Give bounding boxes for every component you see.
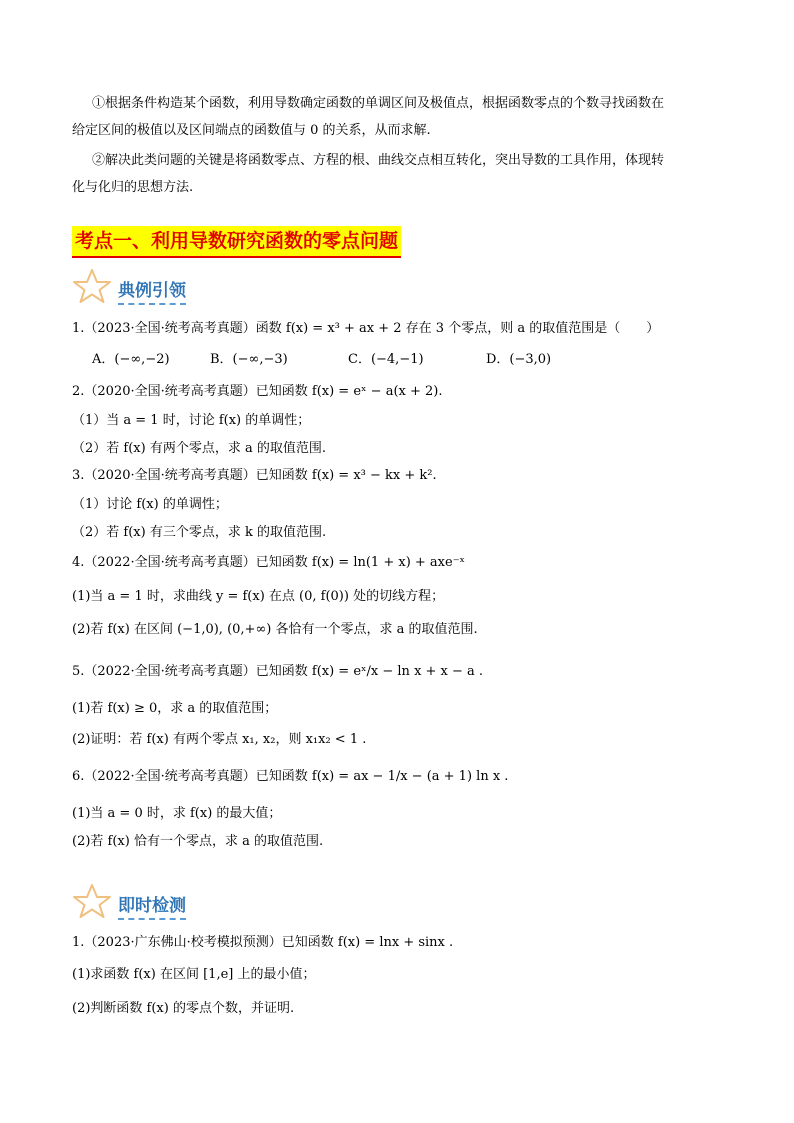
option-b: B．(−∞,−3): [210, 352, 288, 367]
option-a: A．(−∞,−2): [92, 352, 170, 367]
problem-5-part-2: (2)证明：若 f(x) 有两个零点 x₁, x₂，则 x₁x₂ < 1 .: [72, 732, 367, 747]
problem-3: 3.（2020·全国·统考高考真题）已知函数 f(x) = x³ − kx + k².: [72, 468, 437, 483]
problem-6-part-2: (2)若 f(x) 恰有一个零点，求 a 的取值范围.: [72, 834, 324, 849]
problem-4-part-1: (1)当 a = 1 时，求曲线 y = f(x) 在点 (0, f(0)) 处的切线方程；: [72, 589, 445, 604]
intro-p1-line2: 给定区间的极值以及区间端点的函数值与 0 的关系，从而求解.: [72, 123, 431, 138]
option-c: C．(−4,−1): [348, 352, 424, 367]
problem-5-part-1: (1)若 f(x) ≥ 0，求 a 的取值范围；: [72, 701, 278, 716]
examples-label: 典例引领: [118, 276, 186, 305]
problem-1: 1.（2023·全国·统考高考真题）函数 f(x) = x³ + ax + 2 存在 3 个零点，则 a 的取值范围是（ ）: [72, 321, 660, 336]
intro-p2-line1: ②解决此类问题的关键是将函数零点、方程的根、曲线交点相互转化，突出导数的工具作用，体现转: [92, 153, 665, 168]
problem-3-part-2: （2）若 f(x) 有三个零点，求 k 的取值范围.: [72, 525, 327, 540]
problem-2: 2.（2020·全国·统考高考真题）已知函数 f(x) = eˣ − a(x + 2).: [72, 384, 443, 399]
star-icon: [72, 883, 112, 919]
problem-4: 4.（2022·全国·统考高考真题）已知函数 f(x) = ln(1 + x) + axe⁻ˣ: [72, 555, 466, 570]
practice-1-part-2: (2)判断函数 f(x) 的零点个数，并证明.: [72, 1001, 295, 1016]
practice-label: 即时检测: [118, 891, 186, 920]
problem-2-part-2: （2）若 f(x) 有两个零点，求 a 的取值范围.: [72, 441, 326, 456]
problem-6: 6.（2022·全国·统考高考真题）已知函数 f(x) = ax − 1/x − (a + 1) ln x .: [72, 769, 509, 784]
problem-5: 5.（2022·全国·统考高考真题）已知函数 f(x) = eˣ/x − ln x + x − a .: [72, 664, 484, 679]
option-d: D．(−3,0): [486, 352, 552, 367]
problem-2-part-1: （1）当 a = 1 时，讨论 f(x) 的单调性；: [72, 413, 311, 428]
intro-p2-line2: 化与化归的思想方法.: [72, 180, 194, 195]
practice-1-part-1: (1)求函数 f(x) 在区间 [1,e] 上的最小值；: [72, 967, 316, 982]
problem-3-part-1: （1）讨论 f(x) 的单调性；: [72, 497, 228, 512]
intro-p1-line1: ①根据条件构造某个函数，利用导数确定函数的单调区间及极值点，根据函数零点的个数寻找函数在: [92, 96, 665, 111]
problem-4-part-2: (2)若 f(x) 在区间 (−1,0), (0,+∞) 各恰有一个零点，求 a 的取值范围.: [72, 622, 478, 637]
practice-1: 1.（2023·广东佛山·校考模拟预测）已知函数 f(x) = lnx + sinx .: [72, 935, 454, 950]
star-icon: [72, 268, 112, 304]
problem-6-part-1: (1)当 a = 0 时，求 f(x) 的最大值；: [72, 806, 282, 821]
section-title: 考点一、利用导数研究函数的零点问题: [72, 226, 401, 258]
